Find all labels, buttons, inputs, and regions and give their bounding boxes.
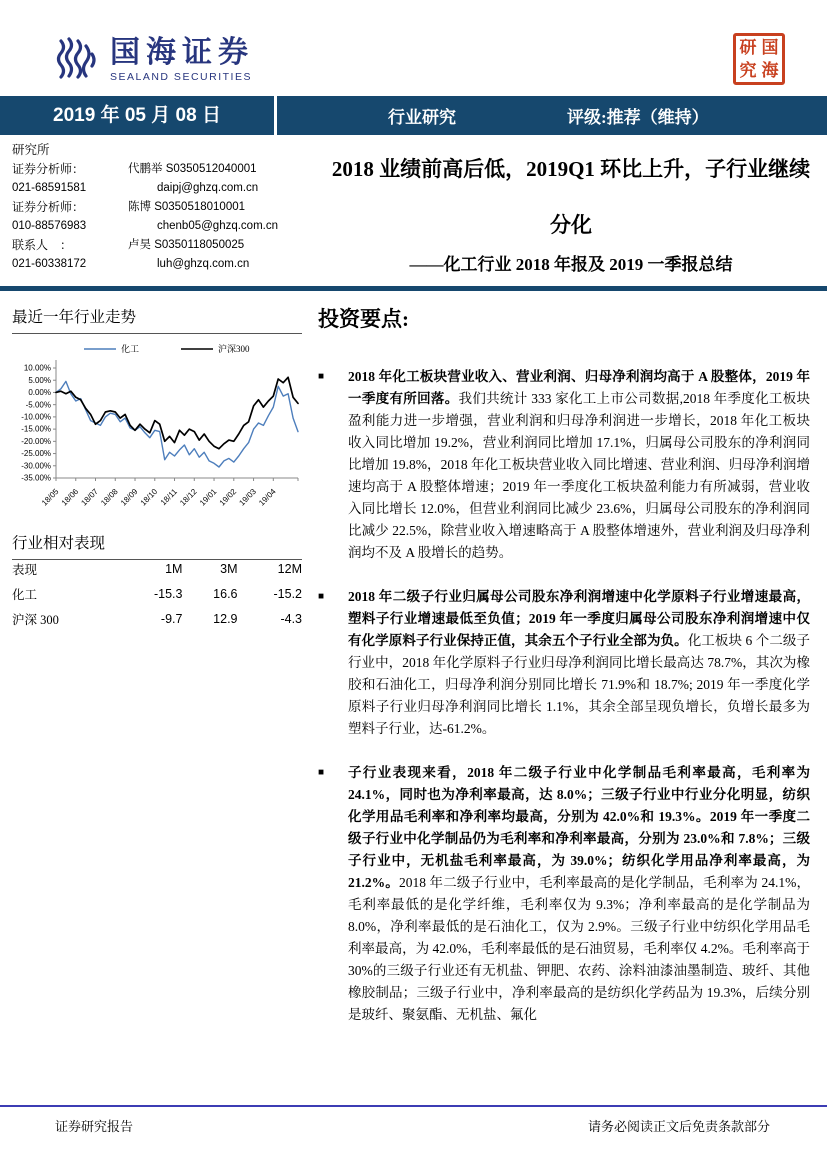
svg-text:18/09: 18/09	[118, 487, 140, 508]
analyst-phone: 021-68591581	[12, 182, 87, 194]
row-label: 沪深 300	[12, 612, 59, 627]
seal-char: 国	[761, 38, 779, 57]
svg-text:5.00%: 5.00%	[28, 375, 51, 385]
analyst-value: 陈博 S0350518010001	[128, 201, 246, 213]
header-divider-rule	[0, 286, 827, 291]
seal-char: 海	[761, 61, 779, 80]
bullet-item	[318, 586, 810, 740]
header-bar	[0, 96, 827, 135]
cell-value: 12.9	[213, 611, 238, 626]
svg-text:19/04: 19/04	[257, 487, 278, 508]
analyst-label: 证券分析师：	[12, 200, 85, 214]
analyst-label: 证券分析师：	[12, 162, 85, 176]
col-header: 12M	[277, 561, 302, 576]
analyst-label: 联系人 ：	[12, 238, 73, 252]
svg-text:-30.00%: -30.00%	[21, 461, 51, 471]
report-subtitle: ——化工行业 2018 年报及 2019 一季报总结	[409, 255, 733, 274]
analyst-row	[12, 198, 302, 217]
svg-text:19/03: 19/03	[237, 487, 258, 508]
bullet-bold-text: 2018 年二级子行业归属母公司股东净利润增速中化学原料子行业增速最高，塑料子行业增速最低至负值；2019 年一季度归属母公司股东净利润增速中仅有化学原料子行业保持正值，其余五个子行业全部为负。	[348, 589, 810, 648]
analyst-row	[12, 217, 302, 236]
svg-text:18/10: 18/10	[138, 487, 160, 508]
relative-performance-table	[12, 556, 302, 631]
bullet-item	[318, 762, 810, 1026]
logo-cn-text: 国海证券	[110, 35, 254, 69]
bullet-bold-text: 2018 年化工板块营业收入、营业利润、归母净利润均高于 A 股整体，2019 年一季度有所回落。	[348, 369, 810, 406]
svg-text:-5.00%: -5.00%	[25, 400, 51, 410]
report-type: 行业研究	[388, 108, 456, 127]
trend-section-title: 最近一年行业走势	[12, 305, 302, 334]
svg-text:-10.00%: -10.00%	[21, 412, 51, 422]
svg-text:0.00%: 0.00%	[28, 388, 51, 398]
report-title: 2018 业绩前高后低，2019Q1 环比上升，子行业继续分化	[331, 157, 811, 237]
svg-text:10.00%: 10.00%	[23, 363, 51, 373]
bullet-square-icon: ■	[318, 371, 325, 382]
bullet-body-text: 2018 年二级子行业中，毛利率最高的是化学制品，毛利率为 24.1%，毛利率最低的是化学纤维，毛利率仅为 9.3%；净利率最高的是化学制品为 8.0%，净利率最低的是石油化工，仅为 2.9%。三级子行业中纺织化学用品毛利率最高，为 42.0%，毛利率最低的是石油贸易，毛利率仅 4.2%。毛利率高于 30%的三级子行业还有无机盐、钾肥、农药、涂料油漆油墨制造、玻纤、其他橡胶制品；三级子行业中，净利率最高的是纺织化学药品为 19.3%，后续分别是玻纤、聚氨酯、无机盐、氟化	[348, 875, 811, 1022]
svg-text:-25.00%: -25.00%	[21, 449, 51, 459]
table-header-row	[12, 556, 302, 581]
svg-text:18/05: 18/05	[39, 487, 61, 508]
footer-left-text: 证券研究报告	[55, 1119, 134, 1134]
seal-char: 研	[739, 38, 757, 57]
bullet-bold-text: 子行业表现来看，2018 年二级子行业中化学制品毛利率最高，毛利率为 24.1%，同时也为净利率最高，达 8.0%；三级子行业中行业分化明显，纺织化学用品毛利率和净利率均最高，分别为 42.0%和 19.3%。2019 年一季度二级子行业中化学制品仍为毛利率和净利率最高，分别为 23.0%和 7.8%；三级子行业中，无机盐毛利率最高，为 39.0%；纺织化学用品净利率最高，为 21.2%。	[348, 765, 810, 890]
cell-value: 16.6	[213, 586, 238, 601]
analyst-value: 代鹏举 S0350512040001	[128, 163, 257, 175]
analyst-email: luh@ghzq.com.cn	[157, 258, 250, 270]
svg-text:沪深300: 沪深300	[218, 344, 250, 354]
svg-text:-20.00%: -20.00%	[21, 436, 51, 446]
key-points-list	[318, 366, 810, 1048]
row-label: 化工	[12, 587, 38, 602]
analyst-phone: 010-88576983	[12, 220, 87, 232]
performance-section-title: 行业相对表现	[12, 531, 302, 560]
analyst-email: chenb05@ghzq.com.cn	[157, 220, 278, 232]
analyst-email: daipj@ghzq.com.cn	[157, 182, 259, 194]
svg-text:18/12: 18/12	[178, 487, 199, 508]
svg-text:-15.00%: -15.00%	[21, 424, 51, 434]
bullet-body-text: 化工板块 6 个二级子行业中，2018 年化学原料子行业归母净利润同比增长最高达 78.7%，其次为橡胶和石油化工，归母净利润分别同比增长 71.9%和 18.7%; 2019 年一季度化学原料子行业归母净利润同比增长 1.1%，其余全部呈现负增长，负增长最多为塑料子行业，达-61.2%。	[348, 633, 811, 736]
analyst-info-block	[12, 160, 302, 274]
cell-value: -4.3	[280, 611, 302, 626]
bullet-item	[318, 366, 810, 564]
table-row	[12, 606, 302, 631]
col-header: 表现	[12, 562, 38, 577]
svg-text:18/11: 18/11	[158, 487, 179, 508]
analyst-row	[12, 236, 302, 255]
table-row	[12, 581, 302, 606]
sealand-wave-icon	[56, 36, 100, 84]
bullet-square-icon: ■	[318, 591, 325, 602]
analyst-row	[12, 179, 302, 198]
svg-text:18/06: 18/06	[59, 487, 81, 508]
page-footer	[55, 1116, 770, 1135]
cell-value: -15.3	[153, 586, 183, 601]
key-points-heading: 投资要点:	[318, 307, 409, 331]
svg-text:-35.00%: -35.00%	[21, 473, 51, 483]
rating-label: 评级:推荐（维持）	[567, 108, 709, 127]
seal-char: 究	[739, 61, 757, 80]
cell-value: -9.7	[160, 611, 183, 626]
bullet-body-text: 我们共统计 333 家化工上市公司数据,2018 年季度化工板块盈利能力进一步增强，营业利润和归母净利润进一步增长，2018 年化工板块收入同比增加 19.2%，营业利润同比增加 17.1%，归属母公司股东的净利润同比增加 19.8%，2018 年化工板块营业收入同比增速、营业利润、归母净利润增速均高于 A 股整体增速；2019 年一季度化工板块盈利能力有所减弱，营业收入同比增长 12.0%，但营业利润同比减少 23.6%，归属母公司股东的净利润同比减少 22.5%，除营业收入增速略高于 A 股整体增速外，营业利润及归母净利润均不及 A 股增长的趋势。	[348, 391, 811, 560]
svg-text:19/01: 19/01	[197, 487, 219, 508]
analyst-row	[12, 255, 302, 274]
analyst-phone: 021-60338172	[12, 258, 87, 270]
cell-value: -15.2	[273, 586, 302, 601]
svg-text:18/08: 18/08	[99, 487, 120, 508]
analyst-row	[12, 160, 302, 179]
col-header: 1M	[165, 561, 183, 576]
analyst-value: 卢昊 S0350118050025	[128, 239, 245, 251]
logo-en-text: SEALAND SECURITIES	[110, 70, 252, 83]
bullet-square-icon: ■	[318, 767, 325, 778]
svg-text:18/07: 18/07	[79, 487, 100, 508]
footer-divider-rule	[0, 1105, 827, 1107]
svg-text:19/02: 19/02	[217, 487, 239, 508]
footer-right-text: 请务必阅读正文后免责条款部分	[587, 1119, 770, 1134]
company-logo	[56, 36, 254, 84]
col-header: 3M	[220, 561, 238, 576]
research-office-label: 研究所	[12, 143, 50, 157]
report-date: 2019 年 05 月 08 日	[0, 96, 277, 135]
industry-trend-chart	[6, 338, 306, 523]
svg-text:化工: 化工	[121, 344, 140, 354]
red-seal-stamp-icon	[733, 33, 785, 85]
trend-line-chart	[6, 338, 306, 523]
